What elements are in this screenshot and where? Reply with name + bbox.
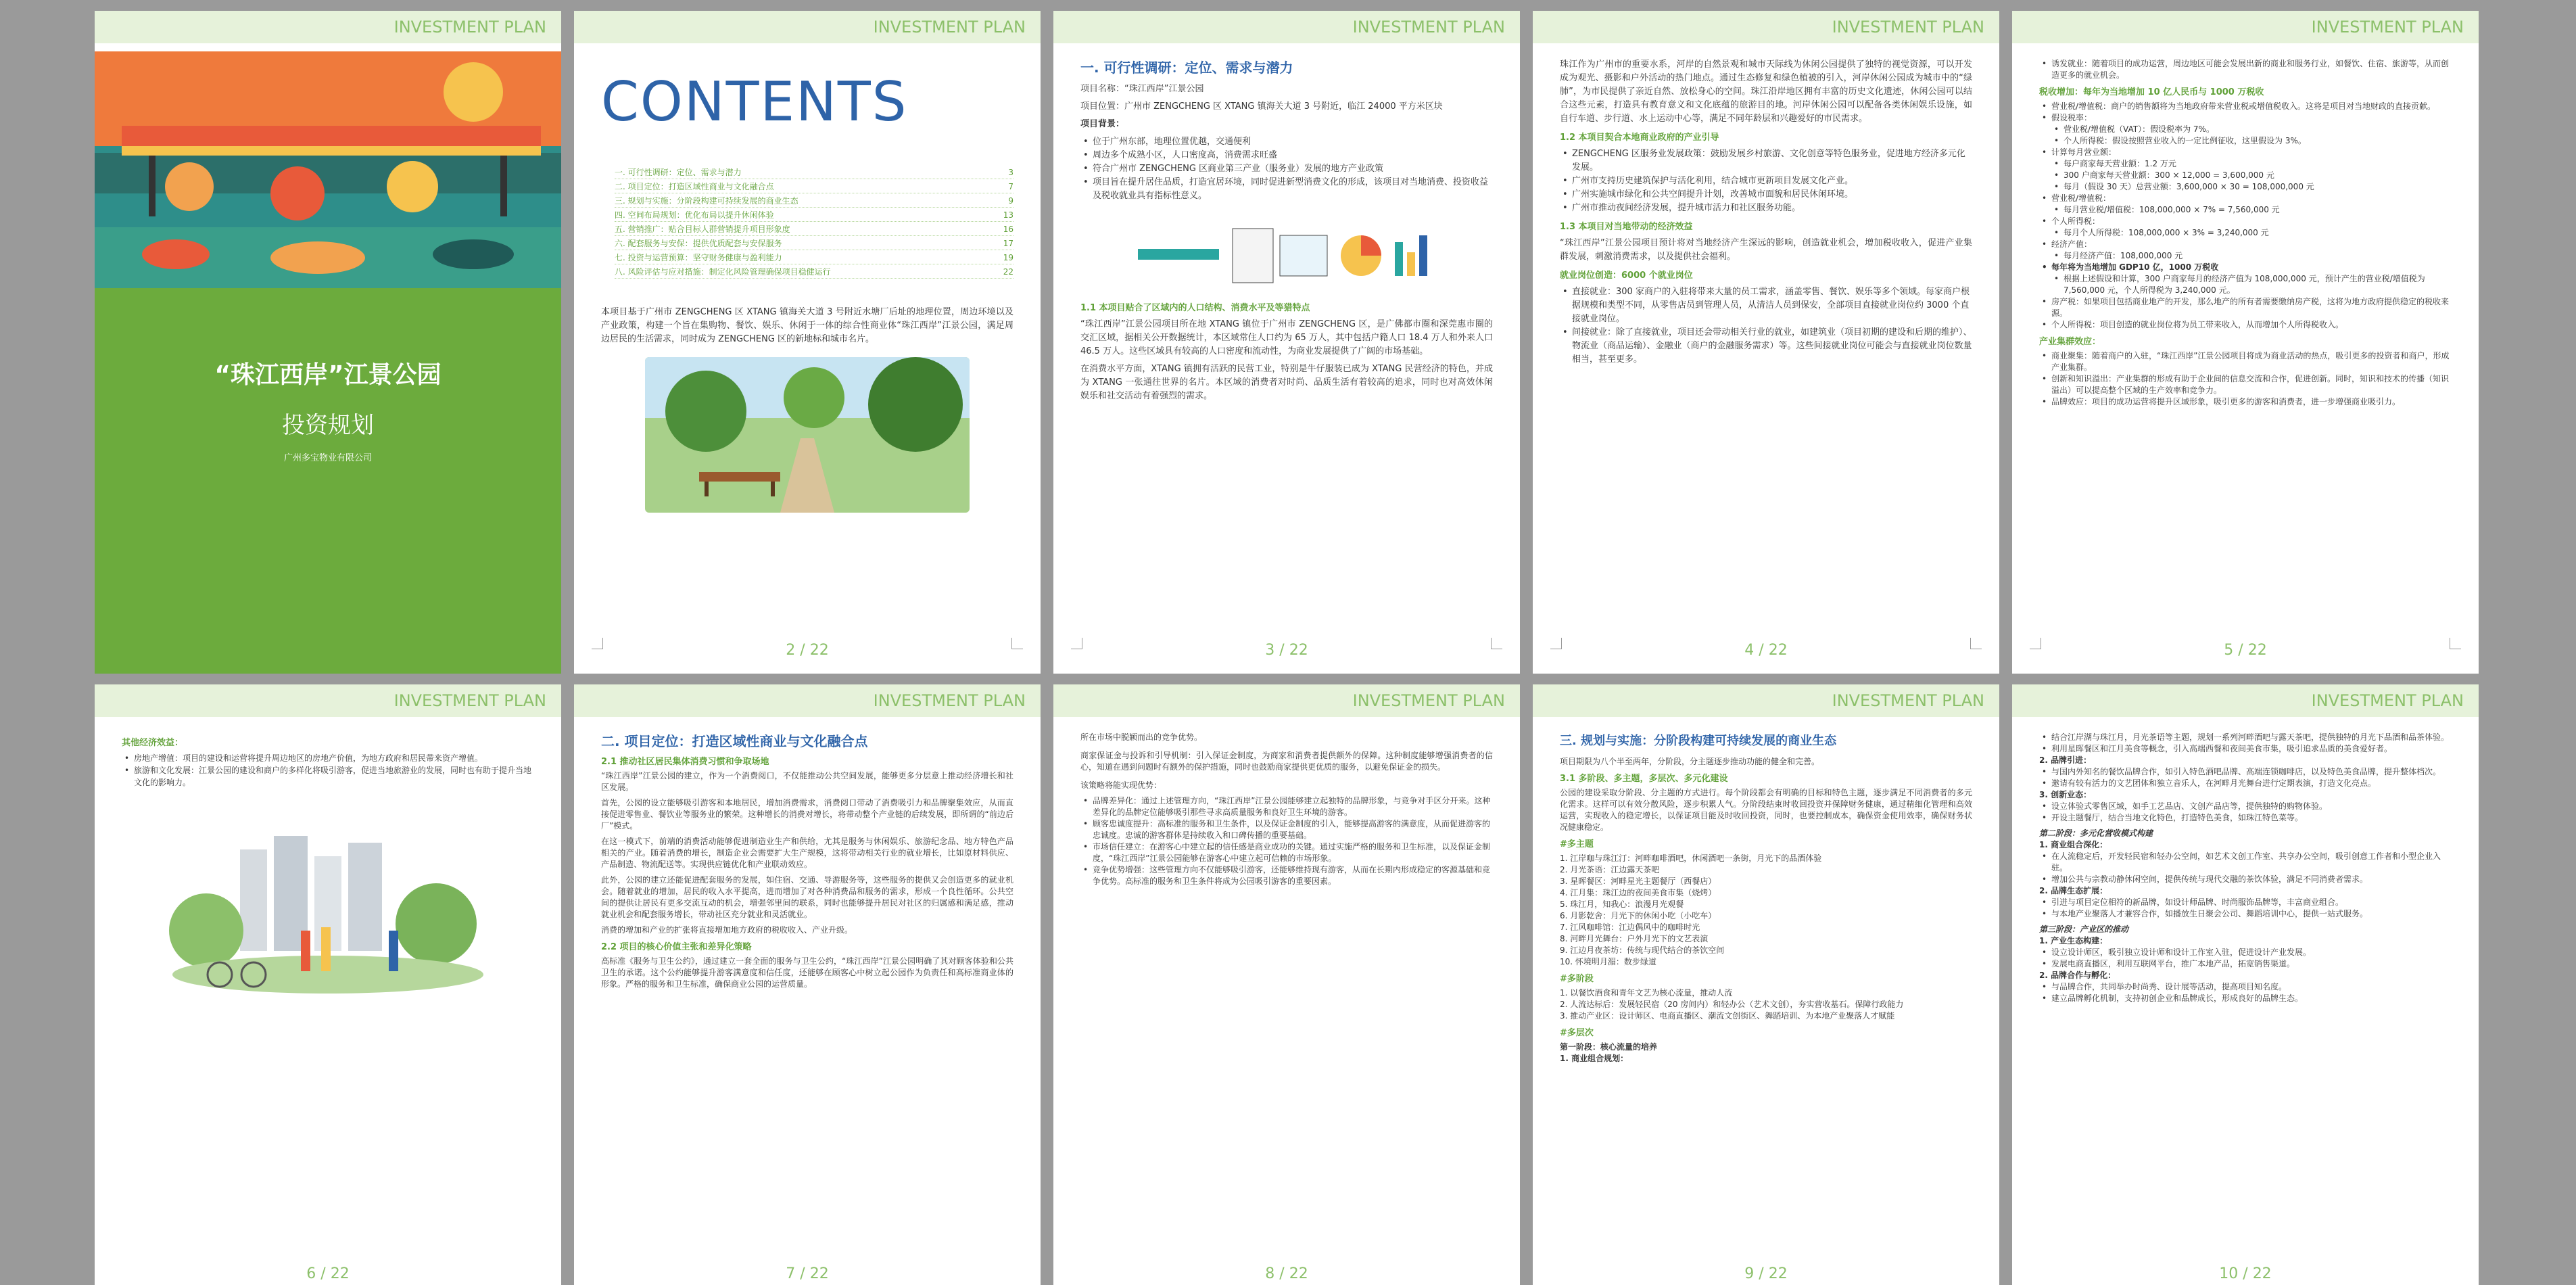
list-heading: 2. 品牌合作与孵化： — [2039, 971, 2116, 980]
subsection-heading: 1.2 本项目契合本地商业政府的产业引导 — [1560, 133, 1719, 143]
bullet-item: • 品牌差异化：通过上述管理方向，“珠江西岸”江景公园能够建立起独特的品牌形象，与竞争对手区分开来。这种差异化的品牌定位能够吸引那些寻求高质量服务和良好卫生环境的游客。 — [1093, 795, 1493, 818]
bullet-item: • 广州实施城市绿化和公共空间提升计划，改善城市面貌和居民休闲环境。 — [1572, 188, 1972, 202]
list-item: • 每月营业税/增值税：108,000,000 × 7% = 7,560,000 元 — [2064, 204, 2452, 216]
section-heading: 二. 项目定位：打造区域性商业与文化融合点 — [601, 733, 868, 749]
page-header: INVESTMENT PLAN — [95, 11, 561, 43]
list-heading: 2. 品牌引进： — [2039, 755, 2092, 765]
list-item: 2. 人流达标后：发展轻民宿（20 房间内）和轻办公（艺术文创），夯实营收基石。保障行政能力 — [1560, 1000, 1904, 1009]
page-9[interactable] — [1533, 684, 1999, 1285]
paragraph: 项目期限为八个半至两年，分阶段，分主题逐步推动功能的健全和完善。 — [1560, 757, 1820, 766]
page-7[interactable] — [574, 684, 1041, 1285]
bullet-item: • 诱发就业：随着项目的成功运营，周边地区可能会发展出新的商业和服务行业，如餐饮、住宿、旅游等，从而创造更多的就业机会。 — [2051, 58, 2452, 81]
list-item: • 利用星晖餐区和江月美食等概念，引入高端西餐和夜间美食市集，吸引追求品质的美食爱好者。 — [2051, 743, 2452, 755]
paragraph: 该策略将能实现优势： — [1080, 780, 1162, 790]
page-5[interactable] — [2012, 11, 2479, 674]
phase-heading: 第一阶段：核心流量的培养 — [1560, 1042, 1658, 1052]
list-item: • 与本地产业聚落人才兼容合作，如播放生日聚会公司、舞蹈培训中心，提供一站式服务。 — [2051, 908, 2452, 920]
toc-entry[interactable]: 七. 投资与运营预算：坚守财务健康与盈利能力 19 — [615, 252, 1013, 264]
list-item: • 每月（假设 30 天）总营业额：3,600,000 × 30 = 108,000,000 元 — [2064, 181, 2452, 193]
page-content — [601, 58, 1013, 633]
toc-entry[interactable]: 六. 配套服务与安保：提供优质配套与安保服务 17 — [615, 237, 1013, 250]
subsection-heading: 税收增加：每年为当地增加 10 亿人民币与 1000 万税收 — [2039, 87, 2264, 97]
page-content — [1560, 732, 1972, 1244]
page-number: 6 / 22 — [306, 1265, 350, 1282]
list-item: 1. 江岸咖与珠江汀：河畔咖啡酒吧，休闲酒吧一条街，月光下的品酒体验 — [1560, 854, 1822, 863]
paragraph: 高标准《服务与卫生公约》，通过建立一套全面的服务与卫生公约，“珠江西岸”江景公园明确了其对顾客体验和公共卫生的承诺。这个公约能够提升游客满意度和信任度，还能够在顾客心中树立起公园作为负责任和高标准商业体的形象。严格的服务和卫生标准，确保商业公园的运营质量。 — [601, 956, 1013, 989]
bullet-item: • 间接就业：除了直接就业，项目还会带动相关行业的就业，如建筑业（项目初期的建设和后期的维护）、物流业（商品运输）、金融业（商户的金融服务需求）等。这些间接就业岗位可能会与直接就业岗位数量相当，甚至更多。 — [1572, 326, 1972, 367]
page-number: 8 / 22 — [1265, 1265, 1308, 1282]
page-content — [2039, 732, 2452, 1244]
page-10[interactable] — [2012, 684, 2479, 1285]
list-item: • 营业税/增值税：商户的销售额将为当地政府带来营业税或增值税收入。这将是项目对当地财政的直接贡献。 — [2051, 101, 2452, 112]
list-item: • 个人所得税： — [2051, 216, 2452, 227]
list-item: 2. 月光茶语：江边露天茶吧 — [1560, 865, 1660, 874]
subsection-heading: #多层次 — [1560, 1028, 1594, 1038]
list-item: • 个人所得税：假设按照营业收入的一定比例征收，这里假设为 3%。 — [2064, 135, 2452, 147]
list-item: 6. 月影乾舍：月光下的休闲小吃（小吃车） — [1560, 911, 1717, 920]
bullet-item: • 房地产增值：项目的建设和运营将提升周边地区的房地产价值，为地方政府和居民带来资产增值。 — [134, 752, 534, 764]
subsection-heading: 1.1 本项目贴合了区域内的人口结构、消费水平及等猎特点 — [1080, 303, 1310, 313]
subsection-heading: 就业岗位创造：6000 个就业岗位 — [1560, 271, 1693, 281]
cover-illustration — [95, 51, 561, 288]
page-header: INVESTMENT PLAN — [1533, 684, 1999, 717]
list-item: 10. 怀境明月湄：数步绿道 — [1560, 957, 1656, 966]
section-heading: 三. 规划与实施：分阶段构建可持续发展的商业生态 — [1560, 734, 1837, 748]
cover-title: “珠江西岸”江景公园 — [214, 361, 442, 389]
cover-company: 广州多宝物业有限公司 — [283, 453, 372, 463]
project-location: 项目位置：广州市 ZENGCHENG 区 XTANG 镇海关大道 3 号附近，临江 24000 平方米区块 — [1080, 101, 1443, 112]
bullet-item: • 市场信任建立：在游客心中建立起的信任感是商业成功的关键。通过实施严格的服务和卫生标准，以及保证金制度，“珠江西岸”江景公园能够在游客心中建立起可信赖的市场形象。 — [1093, 841, 1493, 864]
list-item: • 商业聚集：随着商户的入驻，“珠江西岸”江景公园项目将成为商业活动的热点，吸引更多的投资者和商户，形成产业集群。 — [2051, 350, 2452, 373]
paragraph: 在这一模式下，前端的消费活动能够促进制造业生产和供给，尤其是服务与休闲娱乐、旅游纪念品、地方特色产品相关的产业。随着消费的增长，制造企业会需要扩大生产规模，这将带动相关行业的就业增长，比如原材料供应、产品制造、物流配送等。实现供应链优化和产业联动效应。 — [601, 837, 1013, 869]
page-number: 3 / 22 — [1265, 642, 1308, 659]
page-number: 10 / 22 — [2219, 1265, 2272, 1282]
project-background-label: 项目背景： — [1080, 119, 1125, 129]
list-item: • 开设主题餐厅，结合当地文化特色，打造特色美食，如珠江特色菜等。 — [2051, 812, 2452, 824]
bullet-item: • 竞争优势增强：这些管理方向不仅能够吸引游客，还能够维持现有游客，从而在长期内形成稳定的客源基础和竞争优势。高标准的服务和卫生条件将成为公园吸引游客的重要因素。 — [1093, 864, 1493, 887]
subsection-heading: #多主题 — [1560, 839, 1594, 849]
toc-entry[interactable]: 五. 营销推广：贴合目标人群营销提升项目形象度 16 — [615, 223, 1013, 236]
page-header: INVESTMENT PLAN — [1533, 11, 1999, 43]
list-item: • 与国内外知名的餐饮品牌合作，如引入特色酒吧品牌、高端连锁咖啡店，以及特色美食品牌，提升整体档次。 — [2051, 766, 2452, 778]
paragraph: 在消费水平方面，XTANG 镇拥有活跃的民营工业，特别是牛仔服装已成为 XTANG 民营经济的特色，并成为 XTANG 一张通往世界的名片。本区域的消费者对时尚、品质生活有着较高的追求，同时也对高效休闲娱乐和社交活动有着强烈的需求。 — [1080, 364, 1493, 401]
bullet-item: • 符合广州市 ZENGCHENG 区商业第三产业（服务业）发展的地方产业政策 — [1093, 162, 1493, 176]
subsection-heading: #多阶段 — [1560, 974, 1594, 984]
page-header: INVESTMENT PLAN — [574, 684, 1041, 717]
phase-heading: 第三阶段：产业区的推动 — [2039, 925, 2129, 934]
toc-entry[interactable]: 四. 空间布局规划：优化布局以提升休闲体验 13 — [615, 209, 1013, 222]
list-item: • 增加公共与宗教动静休闲空间，提供传统与现代交融的茶饮体验，满足不同消费者需求。 — [2051, 874, 2452, 885]
list-item: 8. 河畔月光舞台：户外月光下的文艺表演 — [1560, 934, 1709, 943]
list-item: • 每月个人所得税：108,000,000 × 3% = 3,240,000 元 — [2064, 227, 2452, 239]
paragraph: “珠江西岸”江景公园项目所在地 XTANG 镇位于广州市 ZENGCHENG 区，是广佛都市圈和深莞惠市圈的交汇区域，据相关公开数据统计，本区域常住人口约为 65 万人，其中包括户籍人口 18.4 万人和外来人口 46.5 万人。这些区域具有较高的人口密度和流动性，为商业发展提供了广阔的市场基础。 — [1080, 319, 1493, 356]
bullet-item: • 旅游和文化发展：江景公园的建设和商户的多样化将吸引游客，促进当地旅游业的发展，同时也有助于提升当地文化的影响力。 — [134, 764, 534, 789]
list-item: • 在人流稳定后，开发轻民宿和轻办公空间，如艺术文创工作室、共享办公空间，吸引创意工作者和小型企业入驻。 — [2051, 851, 2452, 874]
page-content — [2039, 58, 2452, 633]
list-item: 4. 江月集：珠江边的夜间美食市集（烧烤） — [1560, 888, 1717, 897]
list-item: • 300 户商家每天营业额：300 × 12,000 = 3,600,000 元 — [2064, 170, 2452, 181]
page-8[interactable] — [1053, 684, 1520, 1285]
list-item: • 引进与项目定位相符的新品牌，如设计师品牌、时尚服饰品牌等，丰富商业组合。 — [2051, 897, 2452, 908]
research-illustration — [1131, 215, 1442, 289]
list-item: • 营业税/增值税（VAT）：假设税率为 7%。 — [2064, 124, 2452, 135]
subsection-heading: 其他经济效益： — [122, 738, 184, 748]
list-item: • 建立品牌孵化机制，支持初创企业和品牌成长，形成良好的品牌生态。 — [2051, 993, 2452, 1004]
list-heading: 2. 品牌生态扩展： — [2039, 886, 2108, 895]
page-3[interactable] — [1053, 11, 1520, 674]
list-item: • 结合江岸湖与珠江月，月光茶语等主题，规划一系列河畔酒吧与露天茶吧，提供独特的月光下品酒和品茶体验。 — [2051, 732, 2452, 743]
list-item: 3. 推动产业区：设计师区、电商直播区、潮流文创街区、舞蹈培训、为本地产业聚落人才赋能 — [1560, 1011, 1895, 1021]
page-6[interactable] — [95, 684, 561, 1285]
list-item: • 假设税率： — [2051, 112, 2452, 124]
page-header: INVESTMENT PLAN — [2012, 684, 2479, 717]
page-header: INVESTMENT PLAN — [2012, 11, 2479, 43]
cover-green-panel — [95, 288, 561, 674]
list-heading: 1. 产业生态构建： — [2039, 936, 2108, 945]
contents-intro: 本项目基于广州市 ZENGCHENG 区 XTANG 镇海关大道 3 号附近水塘厂后址的地理位置，周边环境以及产业政策，构建一个旨在集购物、餐饮、娱乐、休闲于一体的综合性商业体“珠江西岸”江景公园，满足周边居民的生活需求，同时成为 ZENGCHENG 区的新地标和城市名片。 — [601, 307, 1013, 344]
page-number: 9 / 22 — [1744, 1265, 1788, 1282]
paragraph: 此外，公园的建立还能促进配套服务的发展，如住宿、交通、导游服务等，这些服务的提供又会创造更多的就业机会。随着就业的增加，居民的收入水平提高，进而增加了对各种消费品和服务的需求，形成一个良性循环。公共空间的提供让居民有更多交流互动的机会，增强邻里间的联系，同时也能够提升居民对社区的归属感和满足感，推动就业机会和配套服务增长，带动社区充分就业和灵活就业。 — [601, 875, 1013, 919]
bullet-item: • 直接就业：300 家商户的入驻将带来大量的员工需求，涵盖零售、餐饮、娱乐等多个领域。每家商户根据规模和类型不同，从零售店员到管理人员，从清洁人员到保安，全部项目直接就业岗位约 3000 个直接就业岗位。 — [1572, 285, 1972, 326]
page-2[interactable] — [574, 11, 1041, 674]
page-content — [1080, 732, 1493, 1244]
section-heading: 一. 可行性调研：定位、需求与潜力 — [1080, 60, 1293, 76]
cover-page[interactable] — [95, 11, 561, 674]
phase-heading: 第二阶段：多元化营收模式构建 — [2039, 828, 2153, 838]
page-number: 4 / 22 — [1744, 642, 1788, 659]
list-item: • 经济产值： — [2051, 239, 2452, 250]
subsection-heading: 3.1 多阶段、多主题，多层次、多元化建设 — [1560, 774, 1728, 784]
cover-art — [95, 51, 561, 288]
list-item: • 创新和知识溢出：产业集群的形成有助于企业间的信息交流和合作，促进创新。同时，知识和技术的传播（知识溢出）可以提高整个区域的生产效率和竞争力。 — [2051, 373, 2452, 396]
bullet-item: • 位于广州东部，地理位置优越，交通便利 — [1093, 135, 1493, 149]
bullet-item: • 项目旨在提升居住品质，打造宜居环境，同时促进新型消费文化的形成，该项目对当地消费、投资收益及税收就业具有指标性意义。 — [1093, 176, 1493, 203]
paragraph: 消费的增加和产业的扩张将直接增加地方政府的税收收入、产业升级。 — [601, 925, 853, 935]
paragraph: 珠江作为广州市的重要水系，河岸的自然景观和城市天际线为休闲公园提供了独特的视觉资源，可以开发成为观光、摄影和户外活动的热门地点。通过生态修复和绿色植被的引入，河岸休闲公园成为城市中的“绿肺”，为市民提供了亲近自然、放松身心的空间。珠江沿岸地区拥有丰富的历史文化遗迹，休闲公园可以结合这些元素，打造具有教育意义和文化底蕴的旅游目的地。河岸休闲公园可以配备各类休闲娱乐设施，如自行车道、步行道、水上运动中心等，满足不同年龄层和兴趣爱好的市民需求。 — [1560, 60, 1972, 124]
page-number: 5 / 22 — [2224, 642, 2267, 659]
subsection-heading: 2.1 推动社区居民集体消费习惯和争取场地 — [601, 757, 769, 767]
bullet-item: • 顾客忠诚度提升：高标准的服务和卫生条件，以及保证金制度的引入，能够提高游客的满意度，从而促进游客的忠诚度。忠诚的游客群体是持续收入和口碑传播的重要基础。 — [1093, 818, 1493, 841]
page-number: 7 / 22 — [786, 1265, 829, 1282]
paragraph: 公园的建设采取分阶段、分主题的方式进行。每个阶段都会有明确的目标和特色主题，逐步满足不同消费者的多元化需求。这样可以有效分散风险，逐步积累人气。分阶段结束时收回投资并保障财务健康，通过精细化管理和高效运营，实现收入的稳定增长，以保证项目能及时收回投资，同时，也要控制成本，确保资金使用效率，确保财务状况健康稳定。 — [1560, 788, 1972, 832]
list-item: • 房产税：如果项目包括商业地产的开发，那么地产的所有者需要缴纳房产税，这将为地方政府提供稳定的税收来源。 — [2051, 296, 2452, 319]
page-header: INVESTMENT PLAN — [574, 11, 1041, 43]
paragraph: “珠江西岸”江景公园项目预计将对当地经济产生深远的影响，创造就业机会，增加税收收入，促进产业集群发展，刺激消费需求，以及提供社会福利。 — [1560, 238, 1972, 262]
list-item: • 邀请有较有活力的文艺团体和独立音乐人，在河畔月光舞台进行定期表演，打造文化亮点。 — [2051, 778, 2452, 789]
paragraph: 所在市场中脱颖而出的竞争优势。 — [1080, 732, 1203, 742]
bullet-item: • 广州市推动夜间经济发展，提升城市活力和社区服务功能。 — [1572, 202, 1972, 215]
page-content — [1560, 58, 1972, 633]
page-content — [601, 732, 1013, 1244]
contents-title: CONTENTS — [601, 70, 908, 133]
list-item: 1. 以餐饮酒食和青年文艺为核心流量，推动人流 — [1560, 988, 1733, 998]
park-illustration — [645, 357, 970, 513]
list-item: • 根据上述假设和计算，300 户商家每月的经济产值为 108,000,000 元，预计产生的营业税/增值税为 7,560,000 元，个人所得税为 3,240,000 元。 — [2064, 273, 2452, 296]
list-item: 5. 珠江月，知我心：浪漫月光观餐 — [1560, 900, 1684, 909]
subsection-heading: 1.3 本项目对当地带动的经济效益 — [1560, 222, 1693, 232]
page-content — [122, 732, 534, 1244]
page-content — [1080, 58, 1493, 633]
list-item: 3. 星晖餐区：河畔星光主题餐厅（西餐店） — [1560, 877, 1717, 886]
project-name: 项目名称：“珠江西岸”江景公园 — [1080, 84, 1204, 94]
toc-entry[interactable]: 一. 可行性调研：定位、需求与潜力 3 — [615, 166, 1013, 179]
list-item: 1. 商业组合规划： — [1560, 1054, 1629, 1063]
page-number: 2 / 22 — [786, 642, 829, 659]
list-item: • 每月经济产值：108,000,000 元 — [2064, 250, 2452, 262]
list-item: 7. 江风咖啡馆：江边偶风中的咖啡时光 — [1560, 922, 1700, 932]
toc-entry[interactable]: 二. 项目定位：打造区域性商业与文化融合点 7 — [615, 181, 1013, 193]
page-header: INVESTMENT PLAN — [1053, 684, 1520, 717]
subsection-heading: 2.2 项目的核心价值主张和差异化策略 — [601, 942, 752, 952]
cover-subtitle: 投资规划 — [282, 412, 374, 439]
list-item: • 设立设计师区，吸引独立设计师和设计工作室入驻，促进设计产业发展。 — [2051, 947, 2452, 958]
list-item: 9. 江边月夜茶坊：传统与现代结合的茶饮空间 — [1560, 945, 1725, 955]
paragraph: 首先，公园的设立能够吸引游客和本地居民，增加消费需求，消费阅口带动了消费吸引力和品牌聚集效应，从而直接促进零售业、餐饮业等服务业的繁荣。这种增长的消费对增长，将带动整个产业链的后续发展，即所谓的“前边后厂”模式。 — [601, 798, 1013, 831]
toc-entry[interactable]: 三. 规划与实施：分阶段构建可持续发展的商业生态 9 — [615, 195, 1013, 208]
list-item: • 每户商家每天营业额：1.2 万元 — [2064, 158, 2452, 170]
community-illustration — [166, 829, 490, 998]
page-4[interactable] — [1533, 11, 1999, 674]
bullet-item: • 广州市支持历史建筑保护与活化利用，结合城市更新项目发展文化产业。 — [1572, 174, 1972, 188]
list-item: • 发展电商直播区，利用互联网平台，推广本地产品，拓宽销售渠道。 — [2051, 958, 2452, 970]
bullet-item: • 周边多个成熟小区，人口密度高，消费需求旺盛 — [1093, 149, 1493, 162]
list-item: • 每年将为当地增加 GDP10 亿，1000 万税收 — [2051, 262, 2452, 273]
list-heading: 3. 创新业态： — [2039, 790, 2092, 799]
page-header: INVESTMENT PLAN — [95, 684, 561, 717]
toc-entry[interactable]: 八. 风险评估与应对措施：制定化风险管理确保项目稳健运行 22 — [615, 266, 1013, 279]
subsection-heading: 产业集群效应： — [2039, 337, 2101, 347]
list-item: • 计算每月营业额： — [2051, 147, 2452, 158]
list-item: • 设立体验式零售区域，如手工艺品店、文创产品店等，提供独特的购物体验。 — [2051, 801, 2452, 812]
bullet-item: • ZENGCHENG 区服务业发展政策：鼓励发展乡村旅游、文化创意等特色服务业，促进地方经济多元化发展。 — [1572, 147, 1972, 174]
list-item: • 与品牌合作，共同举办时尚秀、设计展等活动，提高项目知名度。 — [2051, 981, 2452, 993]
list-item: • 个人所得税：项目创造的就业岗位将为员工带来收入，从而增加个人所得税收入。 — [2051, 319, 2452, 331]
paragraph: 商家保证金与投诉和引导机制：引入保证金制度，为商家和消费者提供额外的保障。这种制度能够增强消费者的信心，知道在遇到问题时有额外的保护措施，同时也鼓励商家提供更优质的服务，以避免保证金的损失。 — [1080, 751, 1493, 772]
page-header: INVESTMENT PLAN — [1053, 11, 1520, 43]
table-of-contents — [601, 166, 1013, 279]
list-item: • 品牌效应：项目的成功运营将提升区域形象，吸引更多的游客和消费者，进一步增强商业吸引力。 — [2051, 396, 2452, 408]
list-item: • 营业税/增值税： — [2051, 193, 2452, 204]
paragraph: “珠江西岸”江景公园的建立，作为一个消费阅口，不仅能推动公共空间发展，能够更多分层意上推动经济增长和社区发展。 — [601, 771, 1013, 792]
list-heading: 1. 商业组合深化： — [2039, 840, 2108, 849]
